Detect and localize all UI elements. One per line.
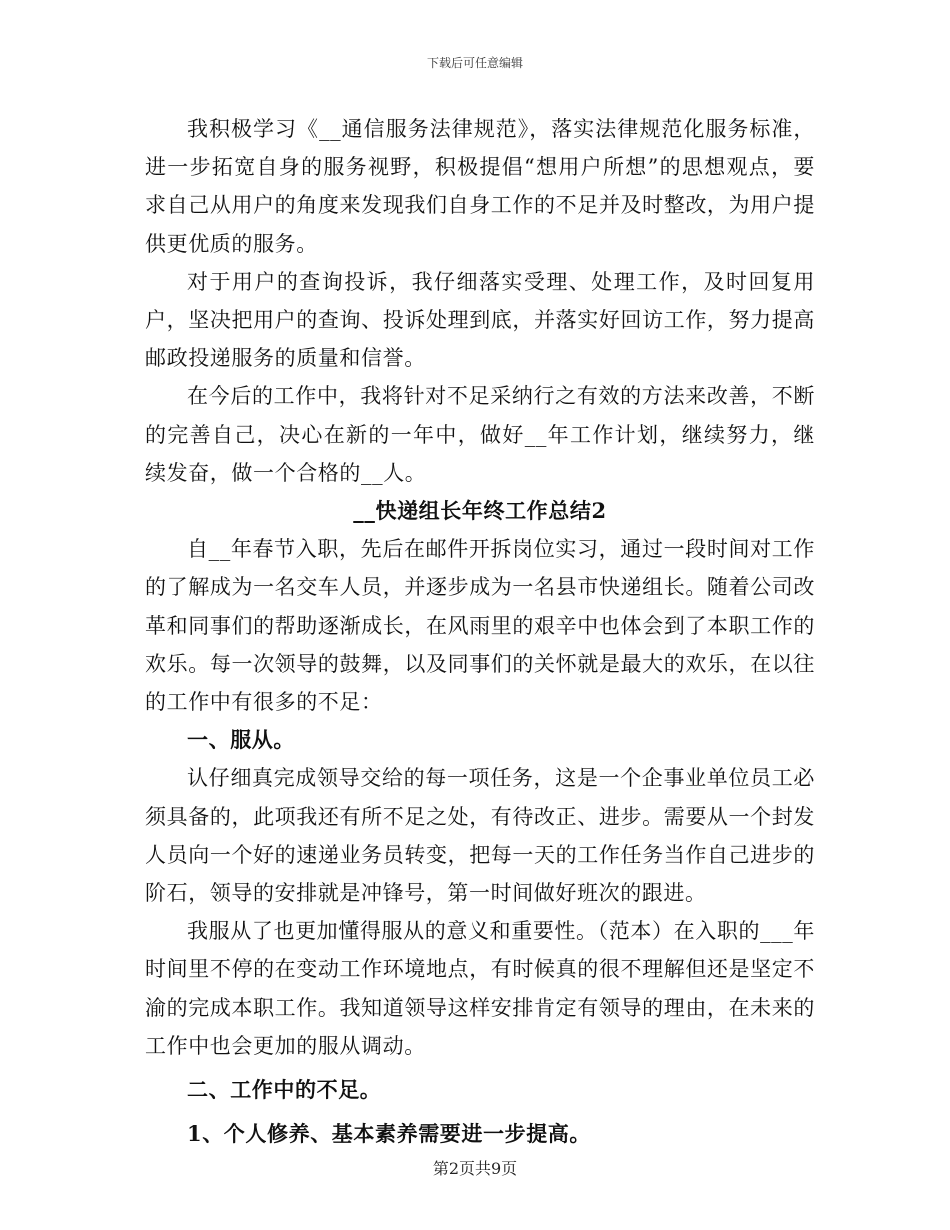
- paragraph-obedience-a: 认仔细真完成领导交给的每一项任务，这是一个企事业单位员工必须具备的，此项我还有所不足之处，有待改正、进步。需要从一个封发人员向一个好的速递业务员转变，把每一天的工作任务当作自己进步的阶石，领导的安排就是冲锋号，第一时间做好班次的跟进。: [145, 766, 815, 906]
- document-body: [145, 110, 815, 1153]
- paragraph-intro: 自__年春节入职，先后在邮件开拆岗位实习，通过一段时间对工作的了解成为一名交车人员，并逐步成为一名县市快递组长。随着公司改革和同事们的帮助逐渐成长，在风雨里的艰辛中也体会到了本职工作的欢乐。每一次领导的鼓舞，以及同事们的关怀就是最大的欢乐，在以往的工作中有很多的不足：: [145, 537, 815, 715]
- heading-self-cultivation: 1、个人修养、基本素养需要进一步提高。: [187, 1121, 592, 1147]
- section-title: __快递组长年终工作总结2: [353, 498, 607, 524]
- paragraph-obedience-b: 我服从了也更加懂得服从的意义和重要性。（范本）在入职的___年时间里不停的在变动工作环境地点，有时候真的很不理解但还是坚定不渝的完成本职工作。我知道领导这样安排肯定有领导的理由，在未来的工作中也会更加的服从调动。: [145, 919, 815, 1058]
- paragraph-complaints: 对于用户的查询投诉，我仔细落实受理、处理工作，及时回复用户，坚决把用户的查询、投诉处理到底，并落实好回访工作，努力提高邮政投递服务的质量和信誉。: [145, 269, 815, 371]
- paragraph-future-work: 在今后的工作中，我将针对不足采纳行之有效的方法来改善，不断的完善自己，决心在新的一年中，做好__年工作计划，继续努力，继续发奋，做一个合格的__人。: [145, 384, 815, 485]
- page-header: 下载后可任意编辑: [426, 56, 523, 70]
- heading-obedience: 一、服从。: [187, 727, 295, 753]
- page-footer: 第2页共9页: [432, 1159, 518, 1178]
- paragraph-legal-study: 我积极学习《__通信服务法律规范》，落实法律规范化服务标准，进一步拓宽自身的服务视野，积极提倡“想用户所想”的思想观点，要求自己从用户的角度来发现我们自身工作的不足并及时整改，为用户提供更优质的服务。: [145, 117, 815, 256]
- heading-shortcomings: 二、工作中的不足。: [187, 1077, 382, 1103]
